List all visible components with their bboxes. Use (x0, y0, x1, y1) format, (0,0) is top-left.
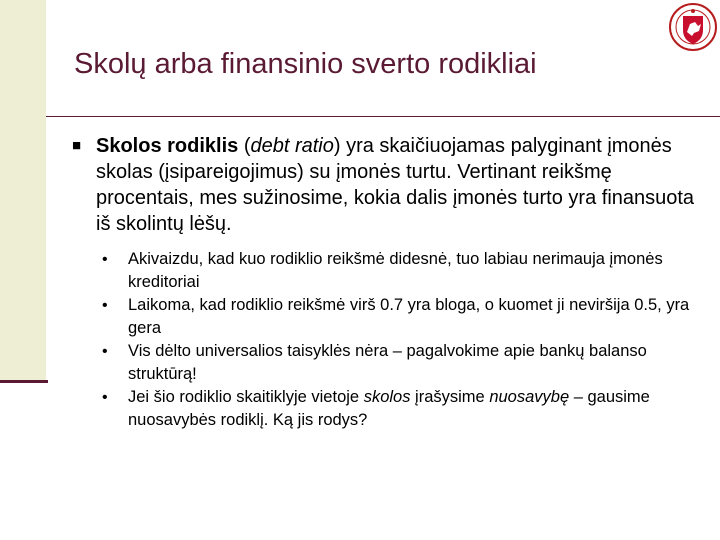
sub-point-text: Laikoma, kad rodiklio reikšmė virš 0.7 yra bloga, o kuomet ji neviršija 0.5, yra gera (128, 296, 690, 337)
sub-bullet-item (102, 248, 702, 294)
main-bullet-item (72, 133, 702, 237)
sub-point-text: Akivaizdu, kad kuo rodiklio reikšmė didesnė, tuo labiau nerimauja įmonės kreditoriai (128, 250, 663, 291)
sub-bullet-item (102, 294, 702, 340)
last-point-part1: Jei šio rodiklio skaitiklyje vietoje (128, 388, 364, 406)
dot-bullet-icon: • (102, 251, 108, 268)
italic-nuosavybe: nuosavybę (489, 388, 570, 406)
left-band-accent-line (0, 380, 48, 383)
dot-bullet-icon: • (102, 343, 108, 360)
dot-bullet-icon: • (102, 389, 108, 406)
dot-bullet-icon: • (102, 297, 108, 314)
main-point-text: ) yra skaičiuojamas palyginant įmonės skolas (įsipareigojimus) su įmonės turtu. Vertinant reikšmę procentais, mes sužinosime, kokia dalis įmonės turto yra finansuota iš skolintų lėšų. (96, 135, 695, 235)
sub-bullet-list (72, 248, 702, 432)
sub-point-text: Vis dėlto universalios taisyklės nėra – pagalvokime apie bankų balanso struktūrą! (128, 342, 647, 383)
italic-skolos: skolos (363, 388, 411, 406)
paren-text: ( (238, 135, 251, 157)
english-term: debt ratio (250, 135, 334, 157)
sub-bullet-item (102, 386, 702, 432)
title-divider (46, 116, 720, 117)
last-point-part2: įrašysime (410, 388, 490, 406)
last-point-part3: – gausime nuosavybės rodiklį. Ką jis rodys? (128, 388, 650, 429)
main-bold-term: Skolos rodiklis (96, 135, 239, 157)
slide-content (72, 133, 702, 432)
square-bullet-icon: ■ (72, 137, 82, 154)
university-coat-of-arms-icon (668, 2, 718, 52)
left-decorative-band (0, 0, 46, 382)
slide-title: Skolų arba finansinio sverto rodikliai (74, 48, 537, 80)
sub-bullet-item (102, 340, 702, 386)
